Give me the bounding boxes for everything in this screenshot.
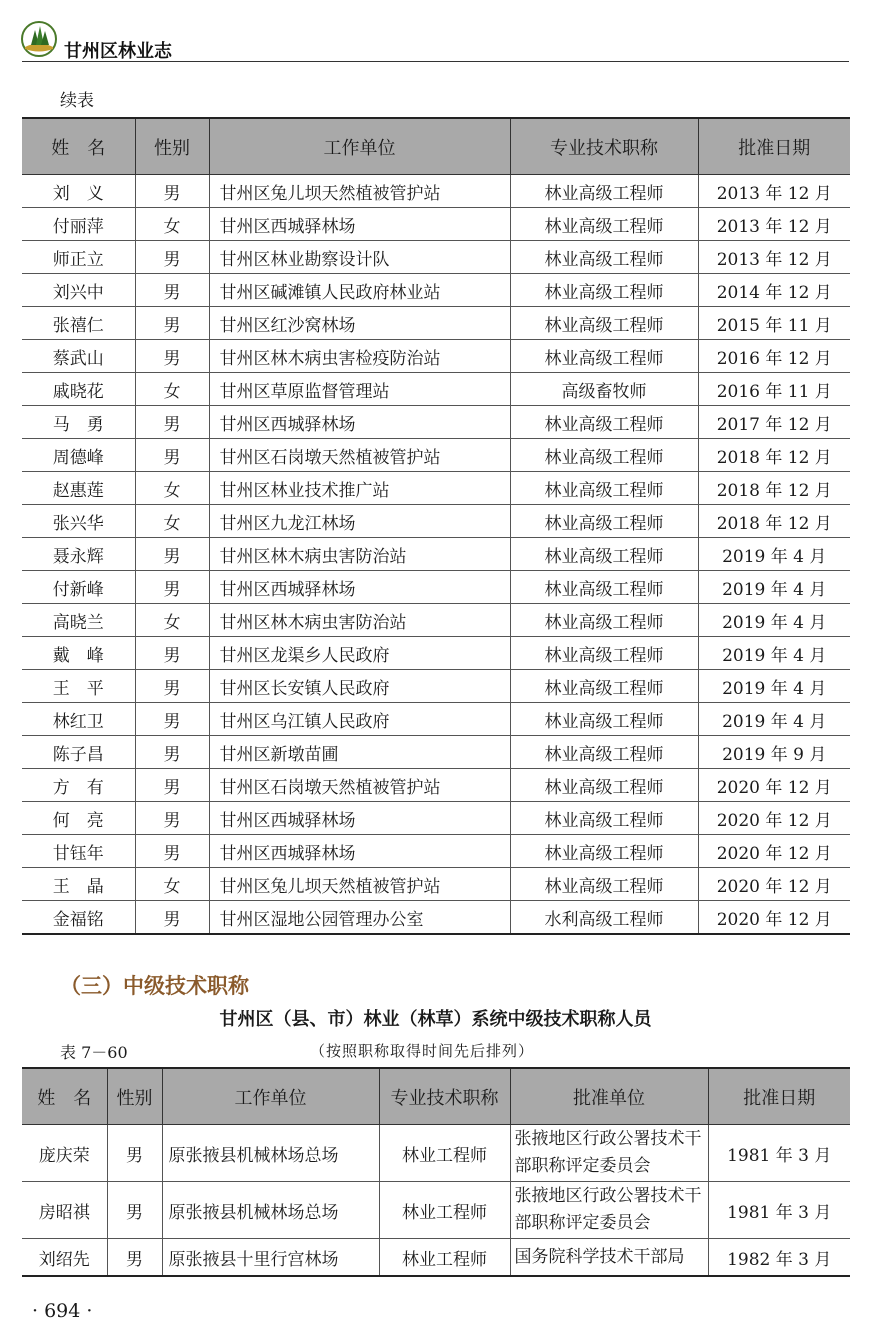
cell-date: 2014 年 12 月 [698,274,850,307]
table-row [22,604,850,637]
cell-title: 林业工程师 [379,1239,510,1277]
cell-title: 林业高级工程师 [510,802,698,835]
cell-name: 周德峰 [22,439,135,472]
cell-gender: 男 [135,241,209,274]
cell-title: 林业高级工程师 [510,241,698,274]
cell-gender: 女 [135,472,209,505]
forest-logo-icon [21,20,57,58]
cell-date: 2018 年 12 月 [698,439,850,472]
cell-work-unit: 甘州区新墩苗圃 [209,736,510,769]
cell-date: 2020 年 12 月 [698,901,850,935]
table-row [22,538,850,571]
cell-approver: 张掖地区行政公署技术干部职称评定委员会 [510,1125,708,1182]
column-header-gender: 性别 [107,1068,162,1125]
cell-work-unit: 甘州区林木病虫害检疫防治站 [209,340,510,373]
cell-title: 林业高级工程师 [510,274,698,307]
cell-gender: 男 [135,571,209,604]
cell-work-unit: 甘州区西城驿林场 [209,835,510,868]
table-row [22,175,850,208]
cell-work-unit: 甘州区西城驿林场 [209,571,510,604]
cell-date: 2018 年 12 月 [698,472,850,505]
column-header-title: 专业技术职称 [379,1068,510,1125]
cell-name: 刘兴中 [22,274,135,307]
cell-title: 林业高级工程师 [510,208,698,241]
cell-name: 房昭祺 [22,1182,107,1239]
cell-date: 2019 年 4 月 [698,571,850,604]
cell-title: 林业高级工程师 [510,571,698,604]
cell-gender: 女 [135,604,209,637]
cell-work-unit: 甘州区林业勘察设计队 [209,241,510,274]
cell-work-unit: 甘州区西城驿林场 [209,802,510,835]
cell-name: 聂永辉 [22,538,135,571]
cell-name: 马 勇 [22,406,135,439]
cell-title: 林业工程师 [379,1125,510,1182]
cell-title: 林业高级工程师 [510,868,698,901]
cell-date: 2019 年 4 月 [698,703,850,736]
cell-date: 1982 年 3 月 [708,1239,850,1277]
cell-gender: 女 [135,505,209,538]
table-number: 表 7－60 [60,1043,128,1062]
cell-work-unit: 甘州区草原监督管理站 [209,373,510,406]
senior-title-table [22,117,850,935]
cell-gender: 女 [135,373,209,406]
cell-date: 2020 年 12 月 [698,802,850,835]
table-title: 甘州区（县、市）林业（林草）系统中级技术职称人员 [219,1009,652,1030]
cell-name: 赵惠莲 [22,472,135,505]
cell-work-unit: 原张掖县机械林场总场 [162,1125,379,1182]
cell-date: 2013 年 12 月 [698,208,850,241]
cell-work-unit: 甘州区西城驿林场 [209,406,510,439]
cell-date: 2020 年 12 月 [698,868,850,901]
cell-work-unit: 甘州区林业技术推广站 [209,472,510,505]
cell-title: 林业高级工程师 [510,505,698,538]
table-row [22,769,850,802]
cell-title: 林业高级工程师 [510,538,698,571]
cell-title: 林业高级工程师 [510,604,698,637]
cell-date: 2016 年 11 月 [698,373,850,406]
page-header [0,0,871,70]
cell-date: 2013 年 12 月 [698,175,850,208]
table-row [22,505,850,538]
table-row [22,208,850,241]
column-header-work-unit: 工作单位 [162,1068,379,1125]
cell-title: 林业高级工程师 [510,769,698,802]
table-row [22,241,850,274]
section-heading: （三）中级技术职称 [60,973,249,998]
cell-name: 张禧仁 [22,307,135,340]
cell-gender: 男 [135,802,209,835]
intermediate-title-table [22,1067,850,1277]
table-row [22,1125,850,1182]
cell-date: 2020 年 12 月 [698,769,850,802]
table-row [22,1182,850,1239]
table-body [22,175,850,935]
table-row [22,406,850,439]
cell-name: 蔡武山 [22,340,135,373]
cell-title: 林业高级工程师 [510,340,698,373]
cell-work-unit: 原张掖县十里行宫林场 [162,1239,379,1277]
cell-date: 2019 年 4 月 [698,604,850,637]
header-divider [22,61,849,62]
cell-gender: 男 [135,901,209,935]
cell-gender: 男 [135,274,209,307]
cell-approver: 张掖地区行政公署技术干部职称评定委员会 [510,1182,708,1239]
cell-title: 林业高级工程师 [510,406,698,439]
cell-date: 2020 年 12 月 [698,835,850,868]
cell-name: 高晓兰 [22,604,135,637]
table-row [22,1239,850,1277]
cell-name: 戚晓花 [22,373,135,406]
cell-name: 刘绍先 [22,1239,107,1277]
cell-name: 戴 峰 [22,637,135,670]
cell-name: 庞庆荣 [22,1125,107,1182]
table-row [22,637,850,670]
table-row [22,703,850,736]
cell-name: 张兴华 [22,505,135,538]
cell-date: 2018 年 12 月 [698,505,850,538]
cell-title: 林业高级工程师 [510,307,698,340]
table-body [22,1125,850,1277]
cell-work-unit: 甘州区碱滩镇人民政府林业站 [209,274,510,307]
table-row [22,307,850,340]
table-row [22,901,850,935]
cell-gender: 男 [135,175,209,208]
table-row [22,274,850,307]
table-note: （按照职称取得时间先后排列） [310,1042,535,1060]
page-number: · 694 · [32,1300,93,1322]
cell-approver: 国务院科学技术干部局 [510,1239,708,1277]
column-header-date: 批准日期 [708,1068,850,1125]
cell-title: 林业高级工程师 [510,472,698,505]
cell-work-unit: 甘州区龙渠乡人民政府 [209,637,510,670]
cell-title: 高级畜牧师 [510,373,698,406]
cell-gender: 男 [107,1125,162,1182]
cell-work-unit: 甘州区九龙江林场 [209,505,510,538]
table-row [22,472,850,505]
cell-gender: 男 [107,1239,162,1277]
cell-work-unit: 甘州区林木病虫害防治站 [209,604,510,637]
cell-title: 林业工程师 [379,1182,510,1239]
cell-name: 陈子昌 [22,736,135,769]
cell-title: 林业高级工程师 [510,175,698,208]
cell-name: 王 平 [22,670,135,703]
cell-gender: 男 [135,835,209,868]
cell-title: 林业高级工程师 [510,736,698,769]
cell-name: 何 亮 [22,802,135,835]
table-row [22,340,850,373]
cell-title: 林业高级工程师 [510,703,698,736]
cell-date: 2019 年 4 月 [698,670,850,703]
cell-name: 甘钰年 [22,835,135,868]
cell-name: 付新峰 [22,571,135,604]
cell-work-unit: 甘州区石岗墩天然植被管护站 [209,769,510,802]
cell-date: 2019 年 4 月 [698,637,850,670]
cell-title: 林业高级工程师 [510,439,698,472]
cell-work-unit: 甘州区乌江镇人民政府 [209,703,510,736]
cell-gender: 男 [107,1182,162,1239]
cell-gender: 男 [135,637,209,670]
table-row [22,736,850,769]
cell-name: 师正立 [22,241,135,274]
cell-gender: 女 [135,868,209,901]
cell-gender: 男 [135,703,209,736]
cell-name: 付丽萍 [22,208,135,241]
column-header-name: 姓 名 [22,118,135,175]
column-header-work-unit: 工作单位 [209,118,510,175]
cell-work-unit: 原张掖县机械林场总场 [162,1182,379,1239]
cell-gender: 男 [135,340,209,373]
header-title: 甘州区林业志 [64,41,172,62]
cell-name: 林红卫 [22,703,135,736]
column-header-date: 批准日期 [698,118,850,175]
cell-title: 林业高级工程师 [510,670,698,703]
cell-gender: 男 [135,538,209,571]
cell-title: 林业高级工程师 [510,637,698,670]
table-row [22,439,850,472]
cell-gender: 男 [135,406,209,439]
table-header-row [22,1068,850,1125]
cell-work-unit: 甘州区红沙窝林场 [209,307,510,340]
cell-gender: 男 [135,307,209,340]
cell-name: 王 晶 [22,868,135,901]
cell-gender: 男 [135,670,209,703]
table-row [22,868,850,901]
cell-date: 2015 年 11 月 [698,307,850,340]
cell-date: 2019 年 9 月 [698,736,850,769]
cell-title: 林业高级工程师 [510,835,698,868]
table-row [22,802,850,835]
cell-gender: 男 [135,439,209,472]
table-row [22,373,850,406]
table-header-row [22,118,850,175]
cell-name: 方 有 [22,769,135,802]
table-row [22,670,850,703]
continued-label: 续表 [60,91,94,111]
cell-work-unit: 甘州区兔儿坝天然植被管护站 [209,868,510,901]
cell-date: 2013 年 12 月 [698,241,850,274]
column-header-title: 专业技术职称 [510,118,698,175]
cell-work-unit: 甘州区长安镇人民政府 [209,670,510,703]
table-row [22,571,850,604]
cell-gender: 男 [135,736,209,769]
cell-title: 水利高级工程师 [510,901,698,935]
cell-date: 2019 年 4 月 [698,538,850,571]
table-row [22,835,850,868]
column-header-gender: 性别 [135,118,209,175]
cell-date: 2016 年 12 月 [698,340,850,373]
cell-name: 刘 义 [22,175,135,208]
cell-date: 2017 年 12 月 [698,406,850,439]
cell-date: 1981 年 3 月 [708,1125,850,1182]
cell-date: 1981 年 3 月 [708,1182,850,1239]
cell-work-unit: 甘州区西城驿林场 [209,208,510,241]
cell-work-unit: 甘州区湿地公园管理办公室 [209,901,510,935]
cell-gender: 女 [135,208,209,241]
column-header-name: 姓 名 [22,1068,107,1125]
column-header-approver: 批准单位 [510,1068,708,1125]
cell-work-unit: 甘州区林木病虫害防治站 [209,538,510,571]
cell-gender: 男 [135,769,209,802]
cell-name: 金福铭 [22,901,135,935]
cell-work-unit: 甘州区兔儿坝天然植被管护站 [209,175,510,208]
cell-work-unit: 甘州区石岗墩天然植被管护站 [209,439,510,472]
